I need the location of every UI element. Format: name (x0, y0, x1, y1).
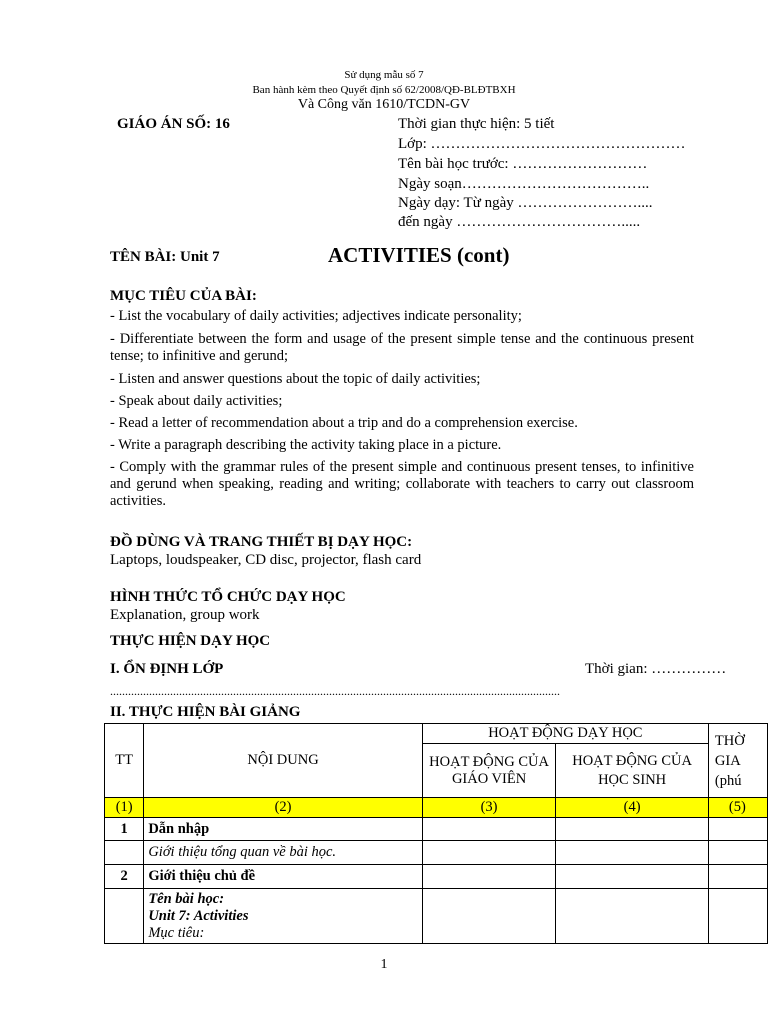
header-time-line: (phú (714, 772, 742, 789)
objective-item: - Read a letter of recommendation about a trip and do a comprehension exercise. (110, 415, 578, 431)
objective-item: - List the vocabulary of daily activities; adjectives indicate personality; (110, 308, 522, 324)
section-lecture-heading: II. THỰC HIỆN BÀI GIẢNG (110, 704, 301, 720)
table-row (105, 865, 768, 889)
row-tt: 2 (105, 865, 144, 889)
equipment-heading: ĐỒ DÙNG VÀ TRANG THIẾT BỊ DẠY HỌC: (110, 534, 413, 550)
header-official-letter: Và Công văn 1610/TCDN-GV (297, 97, 471, 112)
objective-item: - Speak about daily activities; (110, 393, 283, 409)
header-tt: TT (105, 724, 144, 798)
header-template-line: Sử dụng mẫu số 7 (344, 69, 424, 81)
table-row (105, 889, 768, 944)
page-number: 1 (380, 957, 388, 972)
row-content-title: Giới thiệu chủ đề (144, 865, 422, 889)
meta-time: Thời gian thực hiện: 5 tiết (398, 116, 555, 132)
lesson-title-label: TÊN BÀI: Unit 7 (110, 249, 220, 265)
implementation-heading: THỰC HIỆN DẠY HỌC (110, 633, 271, 649)
row-lesson-name-label: Tên bài học: (148, 891, 225, 907)
header-teacher-activity: HOẠT ĐỘNG CỦA GIÁO VIÊN (422, 744, 556, 798)
table-header-row (105, 724, 768, 744)
meta-prep-date: Ngày soạn……………………………….. (398, 176, 650, 192)
row-lesson-name: Unit 7: Activities (148, 908, 249, 924)
header-time-line: THỜ (714, 732, 745, 749)
header-content: NỘI DUNG (144, 724, 422, 798)
meta-previous-lesson: Tên bài học trước: ……………………… (398, 156, 648, 172)
row-tt: 1 (105, 818, 144, 841)
header-student-activity: HOẠT ĐỘNG CỦA HỌC SINH (556, 744, 709, 798)
lesson-title: ACTIVITIES (cont) (328, 243, 510, 267)
table-row (105, 841, 768, 865)
equipment-text: Laptops, loudspeaker, CD disc, projector, flash card (110, 552, 422, 568)
lesson-number: GIÁO ÁN SỐ: 16 (117, 116, 230, 132)
header-time (708, 724, 767, 798)
table-row (105, 818, 768, 841)
section-stabilize-time: Thời gian: …………… (585, 661, 727, 677)
row-content-block (144, 889, 422, 944)
row-tt (105, 841, 144, 865)
objective-item: - Write a paragraph describing the activity taking place in a picture. (110, 437, 502, 453)
meta-class: Lớp: …………………………………………… (398, 136, 686, 152)
organization-text: Explanation, group work (110, 607, 260, 623)
meta-to-date: đến ngày ……………………………..... (398, 214, 641, 230)
header-time-line: GIA (714, 752, 741, 769)
column-number: (3) (422, 798, 556, 818)
objective-item: - Comply with the grammar rules of the present simple and continuous present tenses, to infinitive and gerund when speaking, reading and writing; collaborate with teachers to carry out classroom activities. (110, 459, 694, 509)
objective-item: - Differentiate between the form and usage of the present simple tense and the continuous present tense; to infinitive and gerund; (110, 331, 694, 364)
lesson-plan-table (104, 723, 768, 944)
objective-item: - Listen and answer questions about the topic of daily activities; (110, 371, 481, 387)
organization-heading: HÌNH THỨC TỔ CHỨC DẠY HỌC (110, 589, 346, 605)
row-content-title: Dẫn nhập (144, 818, 422, 841)
column-number-row (105, 798, 768, 818)
objectives-heading: MỤC TIÊU CỦA BÀI: (110, 288, 257, 304)
row-objective-label: Mục tiêu: (148, 925, 205, 941)
meta-teach-date: Ngày dạy: Từ ngày …………………….... (398, 195, 653, 211)
column-number: (5) (708, 798, 767, 818)
column-number: (4) (556, 798, 709, 818)
section-stabilize-dots: ...................................................................................................................................................... (110, 684, 560, 698)
column-number: (2) (144, 798, 422, 818)
column-number: (1) (105, 798, 144, 818)
row-content-text: Giới thiệu tổng quan về bài học. (144, 841, 422, 865)
header-teaching-activities: HOẠT ĐỘNG DẠY HỌC (422, 724, 708, 744)
row-tt (105, 889, 144, 944)
section-stabilize-heading: I. ỔN ĐỊNH LỚP (110, 661, 224, 677)
header-decision-line: Ban hành kèm theo Quyết định số 62/2008/QĐ-BLĐTBXH (252, 84, 516, 96)
